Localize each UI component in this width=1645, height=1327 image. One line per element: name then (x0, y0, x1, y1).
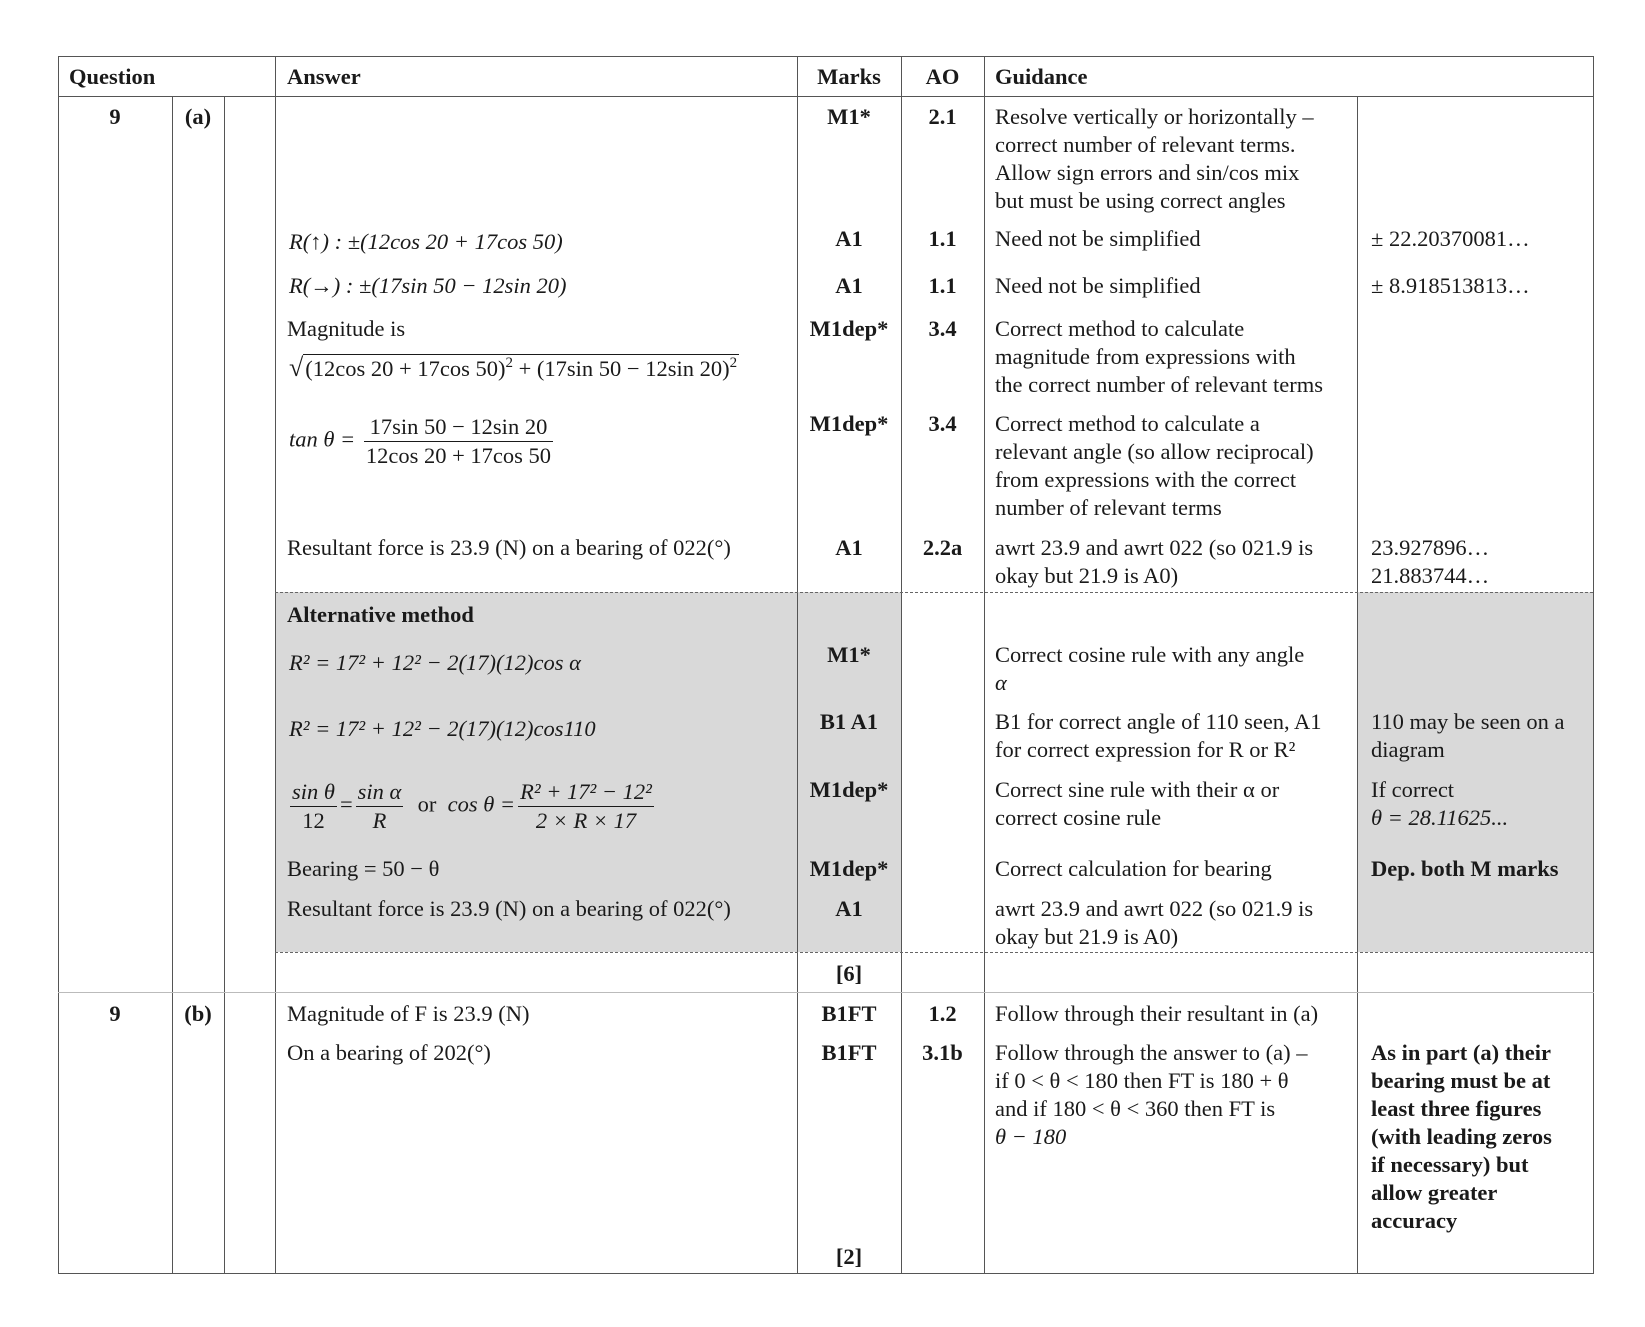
header-divider (58, 96, 1594, 97)
sine-fraction-2 (356, 778, 404, 835)
answer-sine-rule: $\frac{\text{sin θ}}{12}$ = $\frac{\text{sin α}}{R}$ or cos θ = $\frac{\text{R² + 17² − 12²}}{2 \times R \times 17}$ (292, 779, 652, 833)
guidance-text (995, 410, 1314, 522)
ao-value: 2.2a (922, 535, 963, 560)
part-b-total: [2] (835, 1244, 863, 1269)
answer-magnitude-label: Magnitude is (287, 316, 406, 341)
tan-fraction (364, 413, 553, 470)
guidance-line: B1 for correct angle of 110 seen, A1 (995, 709, 1322, 734)
guidance-text: Need not be simplified (995, 226, 1201, 251)
guidance-line: Allow sign errors and sin/cos mix (995, 160, 1300, 185)
alternative-method-title: Alternative method (287, 602, 474, 627)
question-number: 9 (109, 1001, 121, 1026)
guidance-text (995, 895, 1313, 951)
answer-resultant: Resultant force is 23.9 (N) on a bearing of 022(°) (287, 535, 731, 560)
mark-a1: A1 (835, 273, 863, 298)
sqrt-term-2: + (17sin 50 − 12sin 20) (512, 356, 730, 381)
note-value (1371, 708, 1564, 764)
col-divider-notes (1357, 96, 1358, 1274)
ao-value: 2.1 (928, 104, 957, 129)
or-word: or (417, 791, 437, 817)
ao-value: 3.4 (928, 411, 957, 436)
sqrt-content: (12cos 20 + 17cos 50)$^2$ + (17sin 50 − 12sin 20)$^2$ (305, 355, 738, 381)
mark-m1dep: M1dep* (809, 316, 889, 341)
guidance-line: and if 180 < θ < 360 then FT is (995, 1096, 1276, 1121)
note-line: 23.927896… (1371, 535, 1490, 560)
answer-tan-formula (289, 413, 556, 470)
guidance-line: Correct sine rule with their α or (995, 777, 1280, 802)
tan-denominator: 12cos 20 + 17cos 50 (365, 443, 552, 468)
note-value (1371, 534, 1489, 590)
cos-denominator: 2 × R × 17 (535, 808, 637, 833)
guidance-text (995, 1039, 1307, 1151)
question-number: 9 (109, 104, 121, 129)
answer-cosine-rule: R² = 17² + 12² − 2(17)(12)cos α (289, 650, 581, 675)
guidance-line: the correct number of relevant terms (995, 372, 1323, 397)
guidance-line: magnitude from expressions with (995, 344, 1296, 369)
note-value (1371, 1039, 1552, 1235)
sqrt-term-1: (12cos 20 + 17cos 50) (305, 356, 506, 381)
guidance-line: awrt 23.9 and awrt 022 (so 021.9 is (995, 535, 1314, 560)
answer-magnitude-formula (289, 354, 739, 383)
col-divider-guidance (984, 56, 985, 1274)
note-value: ± 8.918513813… (1371, 273, 1530, 298)
answer-resultant: Resultant force is 23.9 (N) on a bearing of 022(°) (287, 896, 731, 921)
guidance-line: if 0 < θ < 180 then FT is 180 + θ (995, 1068, 1289, 1093)
guidance-line: Correct cosine rule with any angle (995, 642, 1305, 667)
note-line: least three figures (1371, 1096, 1542, 1121)
guidance-text: Correct calculation for bearing (995, 856, 1272, 881)
cos-prefix: cos θ = (447, 791, 516, 817)
note-line: diagram (1371, 737, 1445, 762)
guidance-text (995, 641, 1304, 697)
note-line: (with leading zeros (1371, 1124, 1552, 1149)
part-b-divider (58, 992, 1594, 993)
guidance-text: Follow through their resultant in (a) (995, 1001, 1319, 1026)
guidance-line: θ − 180 (995, 1124, 1067, 1149)
note-line: 110 may be seen on a (1371, 709, 1565, 734)
answer-resolve-horizontal: R(→) : ±(17sin 50 − 12sin 20) (289, 273, 567, 298)
guidance-text: Need not be simplified (995, 273, 1201, 298)
tan-numerator: 17sin 50 − 12sin 20 (364, 413, 553, 442)
mark-a1: A1 (835, 896, 863, 921)
ao-value: 3.4 (928, 316, 957, 341)
part-a-total: [6] (835, 961, 863, 986)
guidance-text (995, 708, 1322, 764)
answer-bearing-202: On a bearing of 202(°) (287, 1040, 491, 1065)
mark-m1dep: M1dep* (809, 411, 889, 436)
cos-numerator: R² + 17² − 12² (518, 778, 654, 807)
guidance-line: Correct method to calculate (995, 316, 1245, 341)
note-line: accuracy (1371, 1208, 1458, 1233)
ao-value: 3.1b (922, 1040, 963, 1065)
note-value: ± 22.20370081… (1371, 226, 1530, 251)
cos-fraction (518, 778, 654, 835)
note-value: Dep. both M marks (1371, 856, 1559, 881)
mark-m1dep: M1dep* (809, 777, 889, 802)
mark-b1-a1: B1 A1 (819, 709, 879, 734)
alternative-top-divider (275, 592, 1593, 593)
guidance-text (995, 776, 1279, 832)
note-line: allow greater (1371, 1180, 1498, 1205)
mark-m1star: M1* (827, 642, 871, 667)
ao-value: 1.2 (928, 1001, 957, 1026)
sine-numerator-1: sin θ (290, 778, 337, 807)
sine-numerator-2: sin α (356, 778, 404, 807)
guidance-line: for correct expression for R or R² (995, 737, 1296, 762)
note-line: If correct (1371, 777, 1455, 802)
guidance-line: from expressions with the correct (995, 467, 1297, 492)
guidance-line: relevant angle (so allow reciprocal) (995, 439, 1314, 464)
mark-b1ft: B1FT (821, 1001, 877, 1026)
guidance-line: correct cosine rule (995, 805, 1162, 830)
guidance-line: correct number of relevant terms. (995, 132, 1296, 157)
mark-a1: A1 (835, 226, 863, 251)
col-divider-part (172, 96, 173, 1274)
mark-b1ft: B1FT (821, 1040, 877, 1065)
alternative-bottom-divider (275, 952, 1593, 953)
col-divider-subpart (224, 96, 225, 1274)
part-label: (b) (184, 1001, 212, 1026)
header-answer: Answer (287, 64, 361, 89)
sine-fraction-1 (290, 778, 337, 835)
part-label: (a) (184, 104, 212, 129)
guidance-line: okay but 21.9 is A0) (995, 563, 1179, 588)
guidance-line: α (995, 670, 1007, 695)
col-divider-answer (275, 56, 276, 1274)
answer-magnitude-f: Magnitude of F is 23.9 (N) (287, 1001, 530, 1026)
note-value (1371, 776, 1508, 832)
answer-bearing: Bearing = 50 − θ (287, 856, 440, 881)
header-guidance: Guidance (995, 64, 1088, 89)
guidance-text (995, 315, 1323, 399)
guidance-line: okay but 21.9 is A0) (995, 924, 1179, 949)
note-line: bearing must be at (1371, 1068, 1551, 1093)
guidance-text (995, 103, 1314, 215)
sine-denominator-1: 12 (302, 808, 325, 833)
mark-m1dep: M1dep* (809, 856, 889, 881)
note-line: θ = 28.11625... (1371, 805, 1509, 830)
tan-prefix: tan θ = (289, 426, 356, 452)
guidance-line: Follow through the answer to (a) – (995, 1040, 1308, 1065)
guidance-text (995, 534, 1313, 590)
note-line: if necessary) but (1371, 1152, 1529, 1177)
sine-denominator-2: R (372, 808, 387, 833)
header-marks: Marks (817, 64, 881, 89)
header-question: Question (69, 64, 156, 89)
ao-value: 1.1 (928, 273, 957, 298)
sqrt-sign: √ (289, 353, 304, 382)
header-ao: AO (925, 64, 960, 89)
guidance-line: awrt 23.9 and awrt 022 (so 021.9 is (995, 896, 1314, 921)
guidance-line: Resolve vertically or horizontally – (995, 104, 1314, 129)
guidance-line: number of relevant terms (995, 495, 1222, 520)
mark-m1star: M1* (827, 104, 871, 129)
guidance-line: Correct method to calculate a (995, 411, 1260, 436)
answer-resolve-vertical: R(↑) : ±(12cos 20 + 17cos 50) (289, 229, 563, 254)
mark-a1: A1 (835, 535, 863, 560)
note-line: As in part (a) their (1371, 1040, 1551, 1065)
ao-value: 1.1 (928, 226, 957, 251)
guidance-line: but must be using correct angles (995, 188, 1286, 213)
note-line: 21.883744… (1371, 563, 1490, 588)
answer-cosine-rule-110: R² = 17² + 12² − 2(17)(12)cos110 (289, 716, 596, 741)
